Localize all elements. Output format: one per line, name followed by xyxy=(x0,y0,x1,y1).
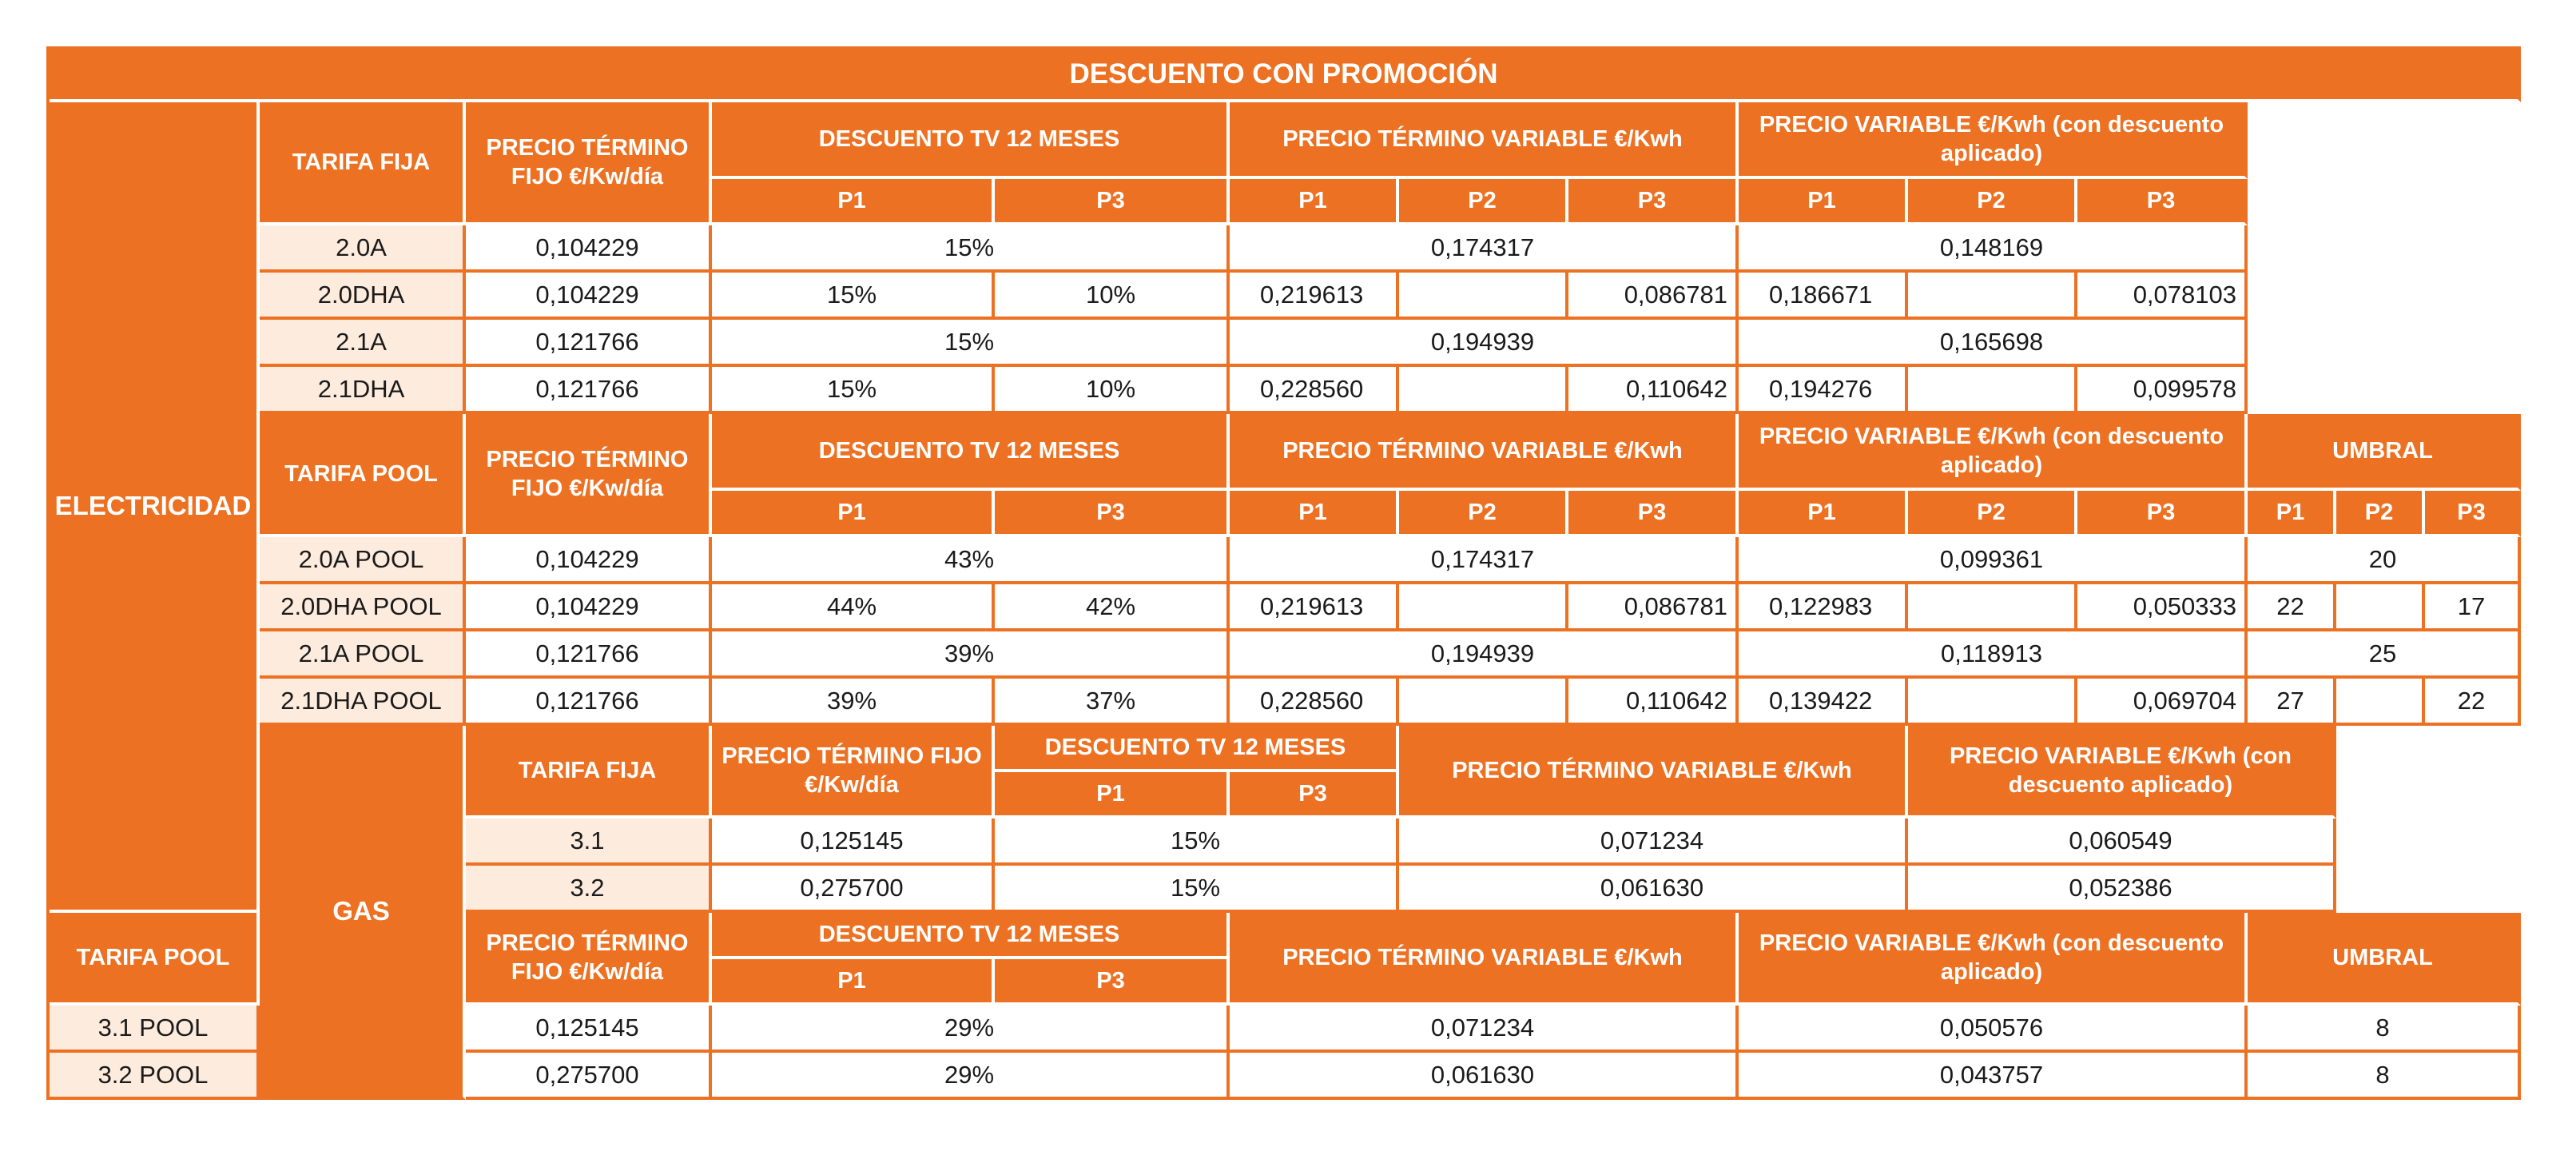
descuento-p3-value: 37% xyxy=(995,679,1230,726)
header-p3: P3 xyxy=(995,179,1230,225)
precio-fijo-value: 0,104229 xyxy=(466,225,712,273)
table-row xyxy=(50,367,2521,414)
header-precio-variable-descuento: PRECIO VARIABLE €/Kwh (con descuento aplicado) xyxy=(1908,726,2336,819)
blank-area xyxy=(2248,102,2521,414)
elec-pool-header-row xyxy=(50,414,2521,491)
table-row xyxy=(50,584,2521,631)
descuento-p1-value: 44% xyxy=(712,584,995,631)
gas-fija-header-row xyxy=(50,726,2521,772)
tariff-name: 2.1DHA xyxy=(260,367,466,414)
precio-fijo-value: 0,104229 xyxy=(466,273,712,320)
header-p2: P2 xyxy=(1908,491,2077,537)
header-p1: P1 xyxy=(712,491,995,537)
precio-variable-p3-value: 0,110642 xyxy=(1568,679,1739,726)
descuento-p3-value: 10% xyxy=(995,367,1230,414)
precio-variable-descuento-value: 0,060549 xyxy=(1908,819,2336,866)
umbral-p2-value xyxy=(2336,679,2425,726)
precio-variable-descuento-value: 0,148169 xyxy=(1739,225,2248,273)
header-umbral-p2: P2 xyxy=(2336,491,2425,537)
header-p2: P2 xyxy=(1908,179,2077,225)
precio-variable-descuento-p2-value xyxy=(1908,679,2077,726)
header-p1: P1 xyxy=(1739,179,1908,225)
descuento-value: 15% xyxy=(995,866,1399,913)
header-p2: P2 xyxy=(1399,491,1568,537)
header-precio-fijo: PRECIO TÉRMINO FIJO €/Kw/día xyxy=(712,726,995,819)
descuento-value: 29% xyxy=(712,1053,1230,1100)
umbral-p2-value xyxy=(2336,584,2425,631)
precio-variable-p3-value: 0,086781 xyxy=(1568,273,1739,320)
precio-variable-descuento-p2-value xyxy=(1908,273,2077,320)
precio-variable-value: 0,061630 xyxy=(1230,1053,1739,1100)
precio-variable-descuento-p3-value: 0,069704 xyxy=(2077,679,2248,726)
header-tarifa-fija: TARIFA FIJA xyxy=(466,726,712,819)
tariff-name: 2.0DHA POOL xyxy=(260,584,466,631)
tariff-name: 2.1A POOL xyxy=(260,631,466,679)
descuento-value: 43% xyxy=(712,537,1230,584)
tariff-name: 2.1A xyxy=(260,320,466,367)
header-p1: P1 xyxy=(995,772,1230,819)
umbral-value: 8 xyxy=(2248,1006,2521,1053)
precio-variable-p3-value: 0,086781 xyxy=(1568,584,1739,631)
header-p2: P2 xyxy=(1399,179,1568,225)
precio-fijo-value: 0,275700 xyxy=(712,866,995,913)
precio-variable-p1-value: 0,228560 xyxy=(1230,367,1399,414)
header-p1: P1 xyxy=(712,959,995,1006)
descuento-value: 15% xyxy=(995,819,1399,866)
precio-fijo-value: 0,104229 xyxy=(466,537,712,584)
table-row xyxy=(50,537,2521,584)
header-precio-variable-descuento: PRECIO VARIABLE €/Kwh (con descuento aplicado) xyxy=(1739,913,2248,1006)
header-p1: P1 xyxy=(1230,491,1399,537)
precio-variable-descuento-value: 0,052386 xyxy=(1908,866,2336,913)
tariff-name: 3.1 xyxy=(466,819,712,866)
precio-variable-descuento-p1-value: 0,194276 xyxy=(1739,367,1908,414)
tariff-name: 2.0A POOL xyxy=(260,537,466,584)
descuento-p1-value: 39% xyxy=(712,679,995,726)
precio-variable-value: 0,061630 xyxy=(1399,866,1908,913)
elec-fija-header-row xyxy=(50,102,2521,179)
blank-area xyxy=(2336,726,2521,913)
precio-variable-value: 0,071234 xyxy=(1230,1006,1739,1053)
precio-variable-p2-value xyxy=(1399,367,1568,414)
header-tarifa-pool: TARIFA POOL xyxy=(50,913,260,1006)
precio-variable-descuento-p1-value: 0,186671 xyxy=(1739,273,1908,320)
header-umbral: UMBRAL xyxy=(2248,414,2521,491)
umbral-value: 25 xyxy=(2248,631,2521,679)
header-p3: P3 xyxy=(2077,179,2248,225)
precio-variable-p3-value: 0,110642 xyxy=(1568,367,1739,414)
header-precio-fijo: PRECIO TÉRMINO FIJO €/Kw/día xyxy=(466,913,712,1006)
precio-variable-descuento-value: 0,043757 xyxy=(1739,1053,2248,1100)
title-row xyxy=(50,50,2521,102)
descuento-value: 39% xyxy=(712,631,1230,679)
table-row xyxy=(50,273,2521,320)
tariff-name: 2.0A xyxy=(260,225,466,273)
descuento-value: 15% xyxy=(712,225,1230,273)
precio-fijo-value: 0,121766 xyxy=(466,679,712,726)
tariff-name: 3.2 POOL xyxy=(50,1053,260,1100)
precio-variable-descuento-p3-value: 0,078103 xyxy=(2077,273,2248,320)
tariff-name: 3.2 xyxy=(466,866,712,913)
precio-variable-descuento-value: 0,118913 xyxy=(1739,631,2248,679)
precio-variable-descuento-value: 0,165698 xyxy=(1739,320,2248,367)
header-descuento-tv: DESCUENTO TV 12 MESES xyxy=(712,102,1230,179)
header-descuento-tv: DESCUENTO TV 12 MESES xyxy=(712,414,1230,491)
tariff-table xyxy=(46,46,2521,1100)
descuento-p1-value: 15% xyxy=(712,273,995,320)
table-row xyxy=(50,679,2521,726)
precio-variable-value: 0,194939 xyxy=(1230,631,1739,679)
header-umbral: UMBRAL xyxy=(2248,913,2521,1006)
header-descuento-tv: DESCUENTO TV 12 MESES xyxy=(712,913,1230,959)
precio-variable-descuento-value: 0,099361 xyxy=(1739,537,2248,584)
precio-variable-p2-value xyxy=(1399,584,1568,631)
header-p3: P3 xyxy=(995,959,1230,1006)
header-p3: P3 xyxy=(1568,491,1739,537)
descuento-p3-value: 42% xyxy=(995,584,1230,631)
header-umbral-p1: P1 xyxy=(2248,491,2336,537)
precio-fijo-value: 0,125145 xyxy=(712,819,995,866)
header-p3: P3 xyxy=(2077,491,2248,537)
section-gas: GAS xyxy=(260,726,466,1100)
header-precio-fijo: PRECIO TÉRMINO FIJO €/Kw/día xyxy=(466,414,712,537)
header-tarifa-fija: TARIFA FIJA xyxy=(260,102,466,225)
precio-variable-p1-value: 0,228560 xyxy=(1230,679,1399,726)
precio-variable-value: 0,071234 xyxy=(1399,819,1908,866)
precio-fijo-value: 0,121766 xyxy=(466,320,712,367)
header-p3: P3 xyxy=(1568,179,1739,225)
precio-variable-p1-value: 0,219613 xyxy=(1230,584,1399,631)
table-row xyxy=(50,631,2521,679)
descuento-p1-value: 15% xyxy=(712,367,995,414)
precio-fijo-value: 0,121766 xyxy=(466,631,712,679)
umbral-value: 8 xyxy=(2248,1053,2521,1100)
precio-variable-descuento-value: 0,050576 xyxy=(1739,1006,2248,1053)
header-tarifa-pool: TARIFA POOL xyxy=(260,414,466,537)
precio-variable-descuento-p2-value xyxy=(1908,367,2077,414)
header-precio-variable: PRECIO TÉRMINO VARIABLE €/Kwh xyxy=(1230,414,1739,491)
umbral-p3-value: 17 xyxy=(2425,584,2521,631)
precio-fijo-value: 0,104229 xyxy=(466,584,712,631)
precio-variable-value: 0,194939 xyxy=(1230,320,1739,367)
section-electricidad: ELECTRICIDAD xyxy=(50,102,260,913)
header-precio-variable: PRECIO TÉRMINO VARIABLE €/Kwh xyxy=(1399,726,1908,819)
precio-variable-descuento-p2-value xyxy=(1908,584,2077,631)
header-precio-fijo: PRECIO TÉRMINO FIJO €/Kw/día xyxy=(466,102,712,225)
header-precio-variable-descuento: PRECIO VARIABLE €/Kwh (con descuento aplicado) xyxy=(1739,102,2248,179)
precio-variable-p1-value: 0,219613 xyxy=(1230,273,1399,320)
header-p1: P1 xyxy=(712,179,995,225)
header-precio-variable: PRECIO TÉRMINO VARIABLE €/Kwh xyxy=(1230,913,1739,1006)
table-title: DESCUENTO CON PROMOCIÓN xyxy=(50,50,2521,102)
precio-variable-descuento-p1-value: 0,122983 xyxy=(1739,584,1908,631)
umbral-p3-value: 22 xyxy=(2425,679,2521,726)
precio-variable-p2-value xyxy=(1399,273,1568,320)
header-descuento-tv: DESCUENTO TV 12 MESES xyxy=(995,726,1399,772)
descuento-value: 15% xyxy=(712,320,1230,367)
header-precio-variable: PRECIO TÉRMINO VARIABLE €/Kwh xyxy=(1230,102,1739,179)
umbral-value: 20 xyxy=(2248,537,2521,584)
precio-fijo-value: 0,275700 xyxy=(466,1053,712,1100)
precio-variable-descuento-p3-value: 0,099578 xyxy=(2077,367,2248,414)
precio-fijo-value: 0,125145 xyxy=(466,1006,712,1053)
precio-variable-value: 0,174317 xyxy=(1230,225,1739,273)
header-precio-variable-descuento: PRECIO VARIABLE €/Kwh (con descuento aplicado) xyxy=(1739,414,2248,491)
tariff-name: 2.0DHA xyxy=(260,273,466,320)
descuento-value: 29% xyxy=(712,1006,1230,1053)
precio-variable-p2-value xyxy=(1399,679,1568,726)
header-p1: P1 xyxy=(1230,179,1399,225)
descuento-p3-value: 10% xyxy=(995,273,1230,320)
precio-variable-descuento-p1-value: 0,139422 xyxy=(1739,679,1908,726)
header-umbral-p3: P3 xyxy=(2425,491,2521,537)
table-row xyxy=(50,225,2521,273)
precio-fijo-value: 0,121766 xyxy=(466,367,712,414)
tariff-name: 3.1 POOL xyxy=(50,1006,260,1053)
umbral-p1-value: 27 xyxy=(2248,679,2336,726)
header-p1: P1 xyxy=(1739,491,1908,537)
umbral-p1-value: 22 xyxy=(2248,584,2336,631)
precio-variable-value: 0,174317 xyxy=(1230,537,1739,584)
header-p3: P3 xyxy=(995,491,1230,537)
header-p3: P3 xyxy=(1230,772,1399,819)
tariff-table-wrapper xyxy=(46,46,2521,1100)
precio-variable-descuento-p3-value: 0,050333 xyxy=(2077,584,2248,631)
tariff-name: 2.1DHA POOL xyxy=(260,679,466,726)
table-row xyxy=(50,320,2521,367)
